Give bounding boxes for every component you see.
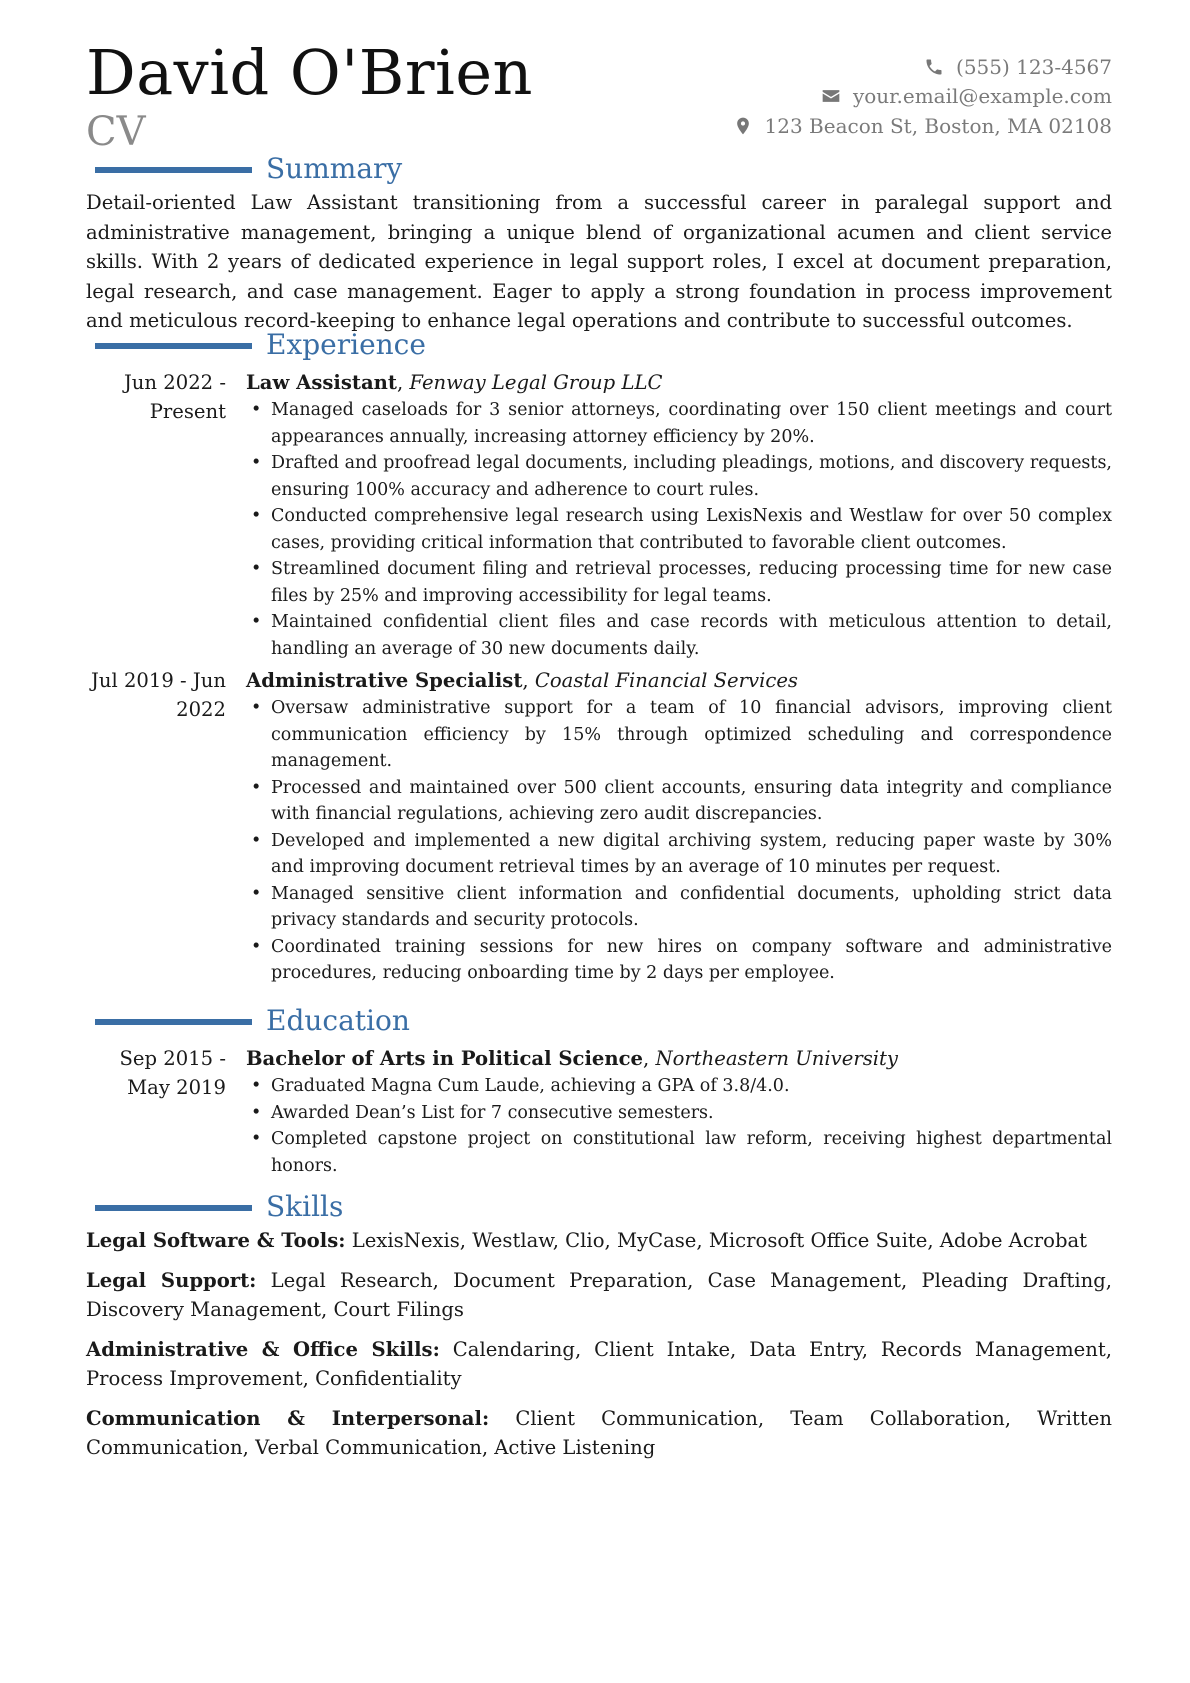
experience-section	[86, 330, 1112, 987]
document-subtitle: CV	[86, 109, 146, 155]
bullet-list	[246, 1073, 1112, 1179]
skills-heading	[86, 1192, 1112, 1226]
bullet-item: • Processed and maintained over 500 client accounts, ensuring data integrity and compliance with financial regulations, achieving zero audit discrepancies.	[246, 775, 1112, 828]
entry-date: Sep 2015 - May 2019	[119, 1047, 226, 1099]
organization-name: Coastal Financial Services	[534, 669, 798, 692]
experience-entry	[86, 666, 1112, 987]
skill-label: Legal Support:	[86, 1268, 257, 1292]
skills-section	[86, 1192, 1112, 1473]
summary-heading	[86, 154, 1112, 188]
bullet-item: • Developed and implemented a new digital archiving system, reducing paper waste by 30% and improving document retrieval times by an average of 10 minutes per request.	[246, 828, 1112, 881]
bullet-list	[246, 397, 1112, 662]
entry-title: Administrative Specialist, Coastal Financial Services	[246, 669, 798, 692]
bullet-item: • Completed capstone project on constitutional law reform, receiving highest departmental honors.	[246, 1126, 1112, 1179]
summary-text: Detail-oriented Law Assistant transitioning from a successful career in paralegal support and administrative management, bringing a unique blend of organizational acumen and client service skills. With 2 years of dedicated experience in legal support roles, I excel at document preparation, legal research, and case management. Eager to apply a strong foundation in process improvement and meticulous record-keeping to enhance legal operations and contribute to successful outcomes.	[86, 191, 1112, 332]
contact-block	[733, 52, 1113, 141]
bullet-item: • Graduated Magna Cum Laude, achieving a GPA of 3.8/4.0.	[246, 1073, 1112, 1100]
bullet-item: • Managed sensitive client information and confidential documents, upholding strict data privacy standards and security protocols.	[246, 881, 1112, 934]
experience-entry	[86, 368, 1112, 662]
section-title: Experience	[266, 328, 426, 361]
entry-date: Jun 2022 - Present	[123, 371, 226, 423]
skill-label: Administrative & Office Skills:	[86, 1337, 440, 1361]
skill-group	[86, 1226, 1112, 1256]
bullet-item: • Managed caseloads for 3 senior attorneys, coordinating over 150 client meetings and court appearances annually, increasing attorney efficiency by 20%.	[246, 397, 1112, 450]
skill-values: Client Communication, Team Collaboration, Written Communication, Verbal Communication, Active Listening	[86, 1406, 1113, 1459]
contact-email	[733, 82, 1113, 112]
summary-section	[86, 154, 1112, 336]
bullet-item: • Drafted and proofread legal documents, including pleadings, motions, and discovery requests, ensuring 100% accuracy and adherence to court rules.	[246, 450, 1112, 503]
skill-values: Legal Research, Document Preparation, Case Management, Pleading Drafting, Discovery Management, Court Filings	[86, 1268, 1112, 1321]
role-name: Administrative Specialist	[246, 669, 523, 692]
section-accent-bar	[95, 1019, 252, 1025]
bullet-item: • Oversaw administrative support for a team of 10 financial advisors, improving client communication efficiency by 15% through optimized scheduling and correspondence management.	[246, 695, 1112, 775]
phone-text[interactable]: (555) 123-4567	[956, 54, 1112, 79]
address-text: 123 Beacon St, Boston, MA 02108	[764, 113, 1112, 138]
section-title: Skills	[266, 1190, 344, 1223]
entry-title: Law Assistant, Fenway Legal Group LLC	[246, 371, 663, 394]
institution-name: Northeastern University	[655, 1047, 898, 1070]
entry-title: Bachelor of Arts in Political Science, Northeastern University	[246, 1047, 898, 1070]
envelope-icon	[821, 86, 841, 106]
section-title: Education	[266, 1004, 410, 1037]
skill-group	[86, 1335, 1112, 1394]
section-title: Summary	[266, 152, 403, 185]
bullet-item: • Maintained confidential client files and case records with meticulous attention to detail, handling an average of 30 new documents daily.	[246, 609, 1112, 662]
bullet-item: • Conducted comprehensive legal research using LexisNexis and Westlaw for over 50 complex cases, providing critical information that contributed to favorable client outcomes.	[246, 503, 1112, 556]
bullet-item: • Streamlined document filing and retrieval processes, reducing processing time for new case files by 25% and improving accessibility for legal teams.	[246, 556, 1112, 609]
role-name: Law Assistant	[246, 371, 397, 394]
skill-values: Calendaring, Client Intake, Data Entry, Records Management, Process Improvement, Confidentiality	[86, 1337, 1112, 1390]
organization-name: Fenway Legal Group LLC	[409, 371, 663, 394]
skill-label: Communication & Interpersonal:	[86, 1406, 490, 1430]
experience-heading	[86, 330, 1112, 364]
education-heading	[86, 1006, 1112, 1040]
email-text[interactable]: your.email@example.com	[852, 84, 1112, 109]
skill-group	[86, 1404, 1112, 1463]
contact-address	[733, 111, 1113, 141]
degree-name: Bachelor of Arts in Political Science	[246, 1047, 643, 1070]
location-pin-icon	[733, 116, 753, 136]
skill-values: LexisNexis, Westlaw, Clio, MyCase, Microsoft Office Suite, Adobe Acrobat	[351, 1229, 1088, 1252]
section-accent-bar	[95, 167, 252, 173]
section-accent-bar	[95, 1205, 252, 1211]
education-section	[86, 1006, 1112, 1179]
skill-label: Legal Software & Tools:	[86, 1229, 346, 1252]
phone-icon	[924, 57, 944, 77]
bullet-list	[246, 695, 1112, 987]
bullet-item: • Coordinated training sessions for new hires on company software and administrative procedures, reducing onboarding time by 2 days per employee.	[246, 934, 1112, 987]
entry-date: Jul 2019 - Jun 2022	[90, 669, 226, 721]
contact-phone	[733, 52, 1113, 82]
section-accent-bar	[95, 343, 252, 349]
candidate-name: David O'Brien	[86, 36, 533, 109]
bullet-item: • Awarded Dean’s List for 7 consecutive semesters.	[246, 1100, 1112, 1127]
skill-group	[86, 1266, 1112, 1325]
education-entry	[86, 1044, 1112, 1179]
